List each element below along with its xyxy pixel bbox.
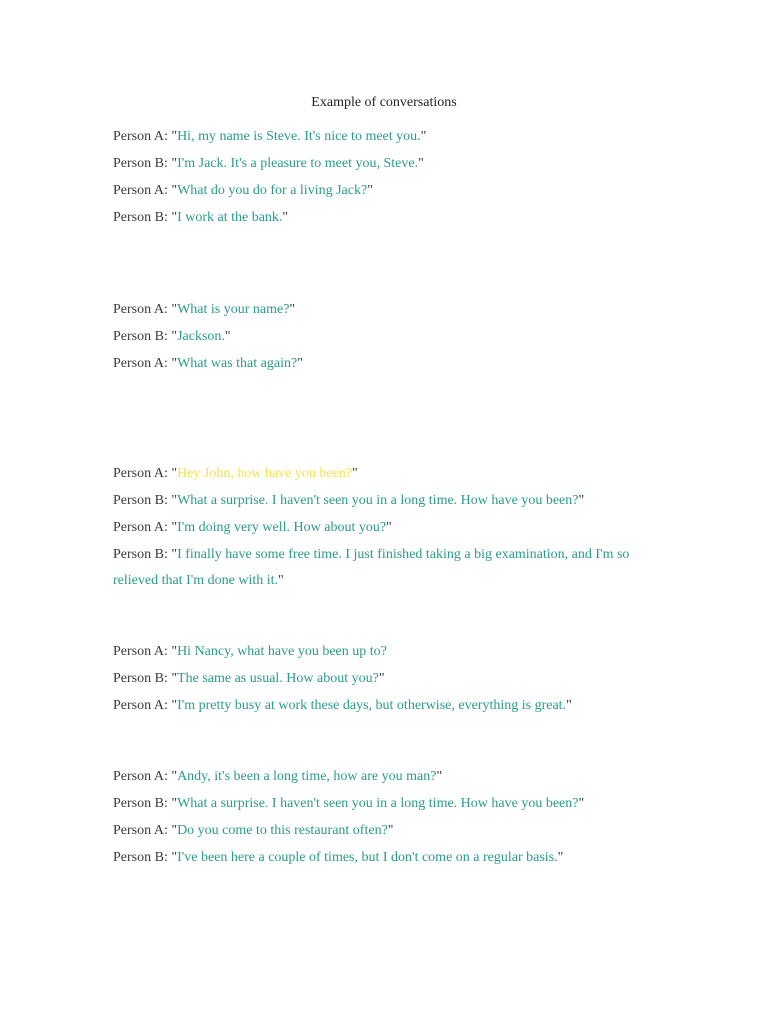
- dialogue-line: [113, 178, 673, 204]
- spoken-text: What a surprise. I haven't seen you in a long time. How have you been?: [177, 493, 579, 508]
- close-quote: ": [557, 850, 564, 865]
- close-quote: ": [378, 671, 385, 686]
- spoken-text: Hi Nancy, what have you been up to?: [177, 644, 387, 659]
- dialogue-line: [113, 818, 673, 844]
- dialogue-line: [113, 764, 673, 790]
- speaker-label: Person A:: [113, 356, 172, 371]
- close-quote: ": [367, 183, 373, 198]
- dialogue-line: [113, 693, 673, 719]
- spoken-text: Hi, my name is Steve. It's nice to meet you.: [177, 129, 421, 144]
- open-quote: ": [171, 329, 178, 344]
- speaker-label: Person B:: [113, 329, 172, 344]
- dialogue-line: [113, 542, 658, 594]
- spoken-text: Andy, it's been a long time, how are you man?: [177, 769, 437, 784]
- open-quote: ": [171, 183, 178, 198]
- speaker-label: Person B:: [113, 671, 172, 686]
- close-quote: ": [224, 329, 231, 344]
- open-quote: ": [171, 129, 178, 144]
- close-quote: ": [566, 698, 572, 713]
- open-quote: ": [171, 547, 178, 562]
- spoken-text: I'm Jack. It's a pleasure to meet you, Steve.: [177, 156, 419, 171]
- open-quote: ": [171, 644, 178, 659]
- open-quote: ": [171, 493, 178, 508]
- open-quote: ": [171, 520, 178, 535]
- close-quote: ": [578, 796, 585, 811]
- dialogue-line: [113, 666, 673, 692]
- close-quote: ": [289, 302, 296, 317]
- speaker-label: Person B:: [113, 210, 172, 225]
- page-title: Example of conversations: [311, 95, 457, 110]
- dialogue-line: [113, 351, 673, 377]
- spoken-text: What was that again?: [177, 356, 298, 371]
- speaker-label: Person B:: [113, 156, 172, 171]
- highlighted-spoken-text: Hey John, how have you been?: [177, 466, 353, 481]
- speaker-label: Person B:: [113, 493, 172, 508]
- dialogue-line: [113, 488, 673, 514]
- close-quote: ": [387, 823, 394, 838]
- spoken-text: I finally have some free time. I just finished taking a big examination, and I'm so relieved that I'm done with it.: [113, 547, 630, 588]
- speaker-label: Person A:: [113, 520, 172, 535]
- spoken-text: What a surprise. I haven't seen you in a long time. How have you been?: [177, 796, 579, 811]
- open-quote: ": [171, 156, 178, 171]
- close-quote: ": [282, 210, 289, 225]
- open-quote: ": [171, 850, 178, 865]
- close-quote: ": [436, 769, 443, 784]
- open-quote: ": [171, 302, 178, 317]
- dialogue-line: [113, 151, 673, 177]
- speaker-label: Person A:: [113, 644, 172, 659]
- speaker-label: Person A:: [113, 769, 172, 784]
- open-quote: ": [171, 466, 178, 481]
- open-quote: ": [171, 671, 178, 686]
- spoken-text: I'm pretty busy at work these days, but otherwise, everything is great.: [177, 698, 567, 713]
- close-quote: ": [386, 520, 392, 535]
- close-quote: ": [297, 356, 303, 371]
- open-quote: ": [171, 356, 178, 371]
- spoken-text: I work at the bank.: [177, 210, 283, 225]
- speaker-label: Person A:: [113, 129, 172, 144]
- speaker-label: Person A:: [113, 698, 172, 713]
- spoken-text: I've been here a couple of times, but I don't come on a regular basis.: [177, 850, 558, 865]
- open-quote: ": [171, 823, 178, 838]
- dialogue-line: [113, 124, 673, 150]
- dialogue-line: [113, 845, 673, 871]
- dialogue-line: [113, 639, 673, 665]
- speaker-label: Person A:: [113, 466, 172, 481]
- spoken-text: What do you do for a living Jack?: [177, 183, 368, 198]
- spoken-text: I'm doing very well. How about you?: [177, 520, 387, 535]
- spoken-text: The same as usual. How about you?: [177, 671, 379, 686]
- close-quote: ": [578, 493, 585, 508]
- close-quote: ": [352, 466, 358, 481]
- spoken-text: Jackson.: [177, 329, 225, 344]
- open-quote: ": [171, 698, 178, 713]
- close-quote: ": [278, 573, 284, 588]
- speaker-label: Person B:: [113, 547, 172, 562]
- dialogue-line: [113, 205, 673, 231]
- close-quote: ": [420, 129, 427, 144]
- spoken-text: What is your name?: [177, 302, 290, 317]
- open-quote: ": [171, 210, 178, 225]
- speaker-label: Person A:: [113, 183, 172, 198]
- speaker-label: Person B:: [113, 850, 172, 865]
- dialogue-line: [113, 297, 673, 323]
- open-quote: ": [171, 769, 178, 784]
- close-quote: ": [418, 156, 424, 171]
- spoken-text: Do you come to this restaurant often?: [177, 823, 388, 838]
- dialogue-line: [113, 791, 673, 817]
- speaker-label: Person A:: [113, 823, 172, 838]
- dialogue-line: [113, 461, 673, 487]
- open-quote: ": [171, 796, 178, 811]
- dialogue-line: [113, 515, 673, 541]
- speaker-label: Person A:: [113, 302, 172, 317]
- dialogue-line: [113, 324, 673, 350]
- speaker-label: Person B:: [113, 796, 172, 811]
